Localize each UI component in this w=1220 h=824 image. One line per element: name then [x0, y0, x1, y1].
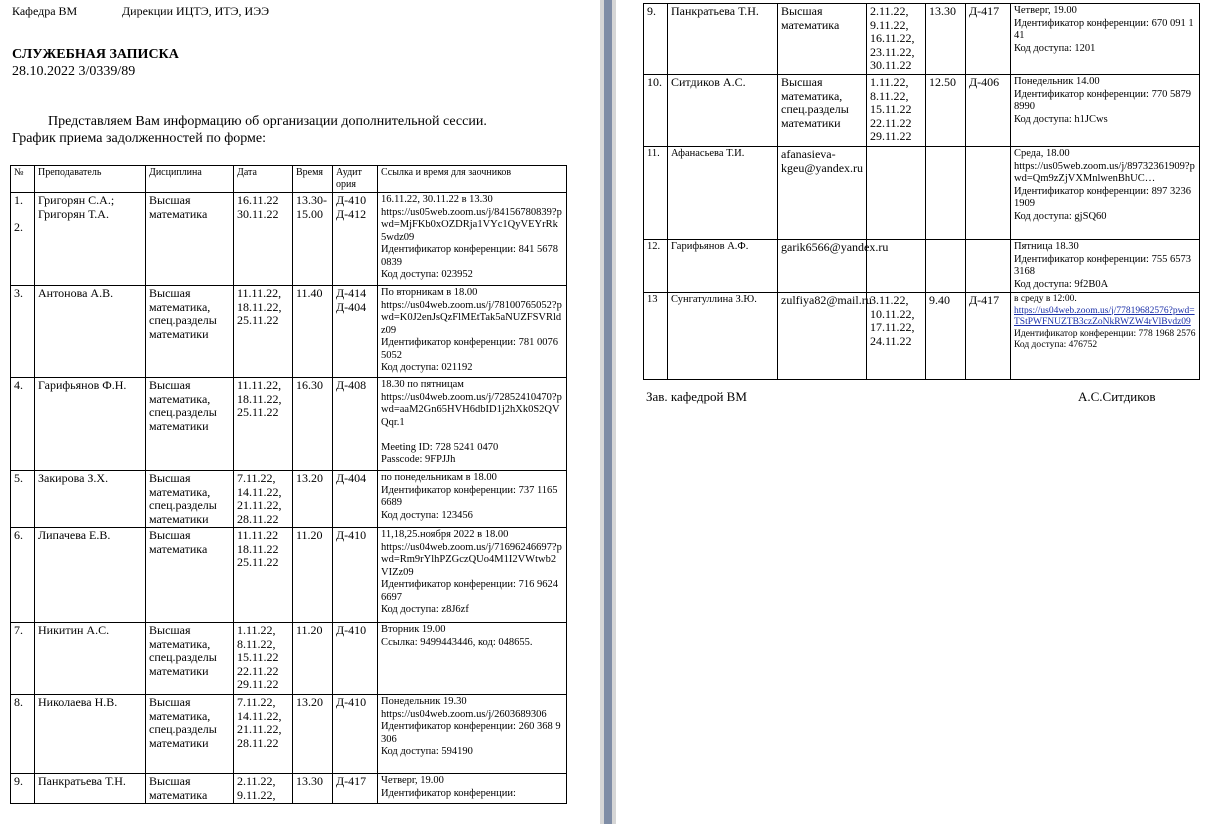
intro-line-2: График приема задолженностей по форме:	[12, 131, 267, 146]
row-number: 4.	[11, 378, 35, 471]
date-cell: 2.11.22, 9.11.22, 16.11.22, 23.11.22, 30.11.22	[867, 4, 926, 75]
teacher-email: zulfiya82@mail.ru	[778, 293, 867, 380]
room-cell: Д-410	[333, 528, 378, 623]
directorates-label: Дирекции ИЦТЭ, ИТЭ, ИЭЭ	[122, 4, 270, 18]
teacher-name: Григорян С.А.; Григорян Т.А.	[35, 193, 146, 286]
date-cell: 3.11.22, 10.11.22, 17.11.22, 24.11.22	[867, 293, 926, 380]
room-cell: Д-406	[966, 75, 1011, 147]
table-row	[644, 75, 1200, 147]
time-cell	[926, 240, 966, 293]
row-number: 12.	[644, 240, 668, 293]
discipline: Высшая математика, спец.разделы математики	[778, 75, 867, 147]
memo-title: СЛУЖЕБНАЯ ЗАПИСКА	[12, 47, 179, 62]
teacher-name: Гарифьянов А.Ф.	[668, 240, 778, 293]
col-header: Аудит ория	[333, 166, 378, 193]
room-cell: Д-404	[333, 471, 378, 528]
teacher-name: Афанасьева Т.И.	[668, 147, 778, 240]
time-cell	[926, 147, 966, 240]
room-cell: Д-414 Д-404	[333, 286, 378, 378]
date-cell: 11.11.22 18.11.22 25.11.22	[234, 528, 293, 623]
row-number: 6.	[11, 528, 35, 623]
conference-link-cell: Вторник 19.00 Ссылка: 9499443446, код: 048655.	[378, 623, 567, 695]
row-number: 1. 2.	[11, 193, 35, 286]
teacher-email: garik6566@yandex.ru	[778, 240, 867, 293]
time-cell: 11.20	[293, 623, 333, 695]
conference-link-cell: Понедельник 19.30 https://us04web.zoom.us/j/2603689306 Идентификатор конференции: 260 368 9306 Код доступа: 594190	[378, 695, 567, 774]
conference-link-cell: 11,18,25.ноября 2022 в 18.00 https://us04web.zoom.us/j/71696246697?pwd=Rm9rYlhPZGczQUo4M1I2VWtwb2VIZz09 Идентификатор конференции: 716 9624 6697 Код доступа: z8J6zf	[378, 528, 567, 623]
signature-position: Зав. кафедрой ВМ	[646, 389, 747, 404]
zoom-link[interactable]: https://us04web.zoom.us/j/77819682576?pwd=TStPWFNUZTB3czZoNkRWZW4rVlBvdz09	[1014, 305, 1195, 327]
discipline: Высшая математика, спец.разделы математики	[146, 471, 234, 528]
time-cell: 16.30	[293, 378, 333, 471]
document-page-right	[616, 0, 1220, 824]
time-cell: 11.40	[293, 286, 333, 378]
teacher-name: Николаева Н.В.	[35, 695, 146, 774]
memo-intro	[12, 113, 572, 147]
table-header-row	[11, 166, 567, 193]
table-row	[11, 193, 567, 286]
time-cell: 9.40	[926, 293, 966, 380]
teacher-name: Ситдиков А.С.	[668, 75, 778, 147]
col-header: Ссылка и время для заочников	[378, 166, 567, 193]
date-cell: 11.11.22, 18.11.22, 25.11.22	[234, 378, 293, 471]
date-cell	[867, 147, 926, 240]
conference-link-cell: Понедельник 14.00 Идентификатор конференции: 770 5879 8990 Код доступа: h1JCws	[1011, 75, 1200, 147]
room-cell: Д-410	[333, 623, 378, 695]
conference-credentials: Идентификатор конференции: 778 1968 2576 Код доступа: 476752	[1014, 328, 1196, 350]
col-header: Дисциплина	[146, 166, 234, 193]
col-header: Дата	[234, 166, 293, 193]
col-header: Преподаватель	[35, 166, 146, 193]
table-row	[644, 240, 1200, 293]
table-row	[11, 528, 567, 623]
teacher-name: Сунгатуллина З.Ю.	[668, 293, 778, 380]
document-page-left	[0, 0, 600, 824]
table-row	[11, 471, 567, 528]
table-row	[11, 623, 567, 695]
row-number: 10.	[644, 75, 668, 147]
time-cell: 13.30	[293, 774, 333, 804]
conference-link-cell: 16.11.22, 30.11.22 в 13.30 https://us05web.zoom.us/j/84156780839?pwd=MjFKb0xOZDRja1VYc1QyVEYrRk5wdz09 Идентификатор конференции: 841 5678 0839 Код доступа: 023952	[378, 193, 567, 286]
signature-name: А.С.Ситдиков	[1078, 389, 1156, 404]
conference-link-cell: По вторникам в 18.00 https://us04web.zoom.us/j/78100765052?pwd=K0J2enJsQzFlMEtTak5aNUZFSVRldz09 Идентификатор конференции: 781 0076 5052 Код доступа: 021192	[378, 286, 567, 378]
teacher-name: Гарифьянов Ф.Н.	[35, 378, 146, 471]
row-number: 7.	[11, 623, 35, 695]
time-cell: 11.20	[293, 528, 333, 623]
department-label: Кафедра ВМ	[12, 4, 78, 18]
intro-line-1: Представляем Вам информацию об организации дополнительной сессии.	[48, 114, 487, 129]
conference-link-cell: Среда, 18.00 https://us05web.zoom.us/j/89732361909?pwd=Qm9zZjVXMnlwenBhUC… Идентификатор конференции: 897 3236 1909 Код доступа: gjSQ60	[1011, 147, 1200, 240]
time-cell: 13.20	[293, 695, 333, 774]
page-separator	[604, 0, 612, 824]
room-cell: Д-408	[333, 378, 378, 471]
date-cell: 2.11.22, 9.11.22,	[234, 774, 293, 804]
table-row	[644, 147, 1200, 240]
row-number: 5.	[11, 471, 35, 528]
row-number: 9.	[11, 774, 35, 804]
teacher-name: Панкратьева Т.Н.	[668, 4, 778, 75]
conference-link-cell: Четверг, 19.00 Идентификатор конференции: 670 091 141 Код доступа: 1201	[1011, 4, 1200, 75]
teacher-name: Закирова З.Х.	[35, 471, 146, 528]
room-cell: Д-410	[333, 695, 378, 774]
date-cell: 16.11.22 30.11.22	[234, 193, 293, 286]
table-row	[11, 695, 567, 774]
time-cell: 13.30	[926, 4, 966, 75]
room-cell: Д-417	[966, 4, 1011, 75]
discipline: Высшая математика, спец.разделы математики	[146, 623, 234, 695]
conference-link-cell: Четверг, 19.00 Идентификатор конференции:	[378, 774, 567, 804]
discipline: Высшая математика	[146, 193, 234, 286]
conference-link-cell	[1011, 293, 1200, 380]
schedule-table	[10, 165, 567, 804]
teacher-name: Никитин А.С.	[35, 623, 146, 695]
room-cell: Д-417	[333, 774, 378, 804]
row-number: 8.	[11, 695, 35, 774]
teacher-name: Антонова А.В.	[35, 286, 146, 378]
table-row	[644, 293, 1200, 380]
col-header: №	[11, 166, 35, 193]
room-cell	[966, 240, 1011, 293]
schedule-table-continued	[643, 3, 1200, 380]
date-cell: 7.11.22, 14.11.22, 21.11.22, 28.11.22	[234, 695, 293, 774]
discipline: Высшая математика, спец.разделы математики	[146, 378, 234, 471]
date-cell: 1.11.22, 8.11.22, 15.11.22 22.11.22 29.11.22	[867, 75, 926, 147]
row-number: 3.	[11, 286, 35, 378]
room-cell	[966, 147, 1011, 240]
date-cell: 11.11.22, 18.11.22, 25.11.22	[234, 286, 293, 378]
discipline: Высшая математика	[146, 528, 234, 623]
discipline: Высшая математика, спец.разделы математики	[146, 695, 234, 774]
table-row	[11, 378, 567, 471]
teacher-name: Липачева Е.В.	[35, 528, 146, 623]
row-number: 13	[644, 293, 668, 380]
meeting-time: в среду в 12:00.	[1014, 294, 1077, 304]
table-row	[11, 286, 567, 378]
conference-link-cell: 18.30 по пятницам https://us04web.zoom.us/j/72852410470?pwd=aaM2Gn65HVH6dbID1j2hXk0S2QVQqr.1 Meeting ID: 728 5241 0470 Passcode: 9FPJJh	[378, 378, 567, 471]
col-header: Время	[293, 166, 333, 193]
time-cell: 13.30- 15.00	[293, 193, 333, 286]
discipline: Высшая математика	[146, 774, 234, 804]
room-cell: Д-417	[966, 293, 1011, 380]
date-cell: 7.11.22, 14.11.22, 21.11.22, 28.11.22	[234, 471, 293, 528]
conference-link-cell: Пятница 18.30 Идентификатор конференции: 755 6573 3168 Код доступа: 9f2B0A	[1011, 240, 1200, 293]
row-number: 9.	[644, 4, 668, 75]
table-row	[644, 4, 1200, 75]
date-cell: 1.11.22, 8.11.22, 15.11.22 22.11.22 29.11.22	[234, 623, 293, 695]
discipline: Высшая математика, спец.разделы математики	[146, 286, 234, 378]
time-cell: 13.20	[293, 471, 333, 528]
memo-date-number: 28.10.2022 3/0339/89	[12, 64, 136, 79]
teacher-name: Панкратьева Т.Н.	[35, 774, 146, 804]
discipline: Высшая математика	[778, 4, 867, 75]
table-row	[11, 774, 567, 804]
teacher-email: afanasieva-kgeu@yandex.ru	[778, 147, 867, 240]
conference-link-cell: по понедельникам в 18.00 Идентификатор конференции: 737 1165 6689 Код доступа: 123456	[378, 471, 567, 528]
row-number: 11.	[644, 147, 668, 240]
room-cell: Д-410 Д-412	[333, 193, 378, 286]
time-cell: 12.50	[926, 75, 966, 147]
